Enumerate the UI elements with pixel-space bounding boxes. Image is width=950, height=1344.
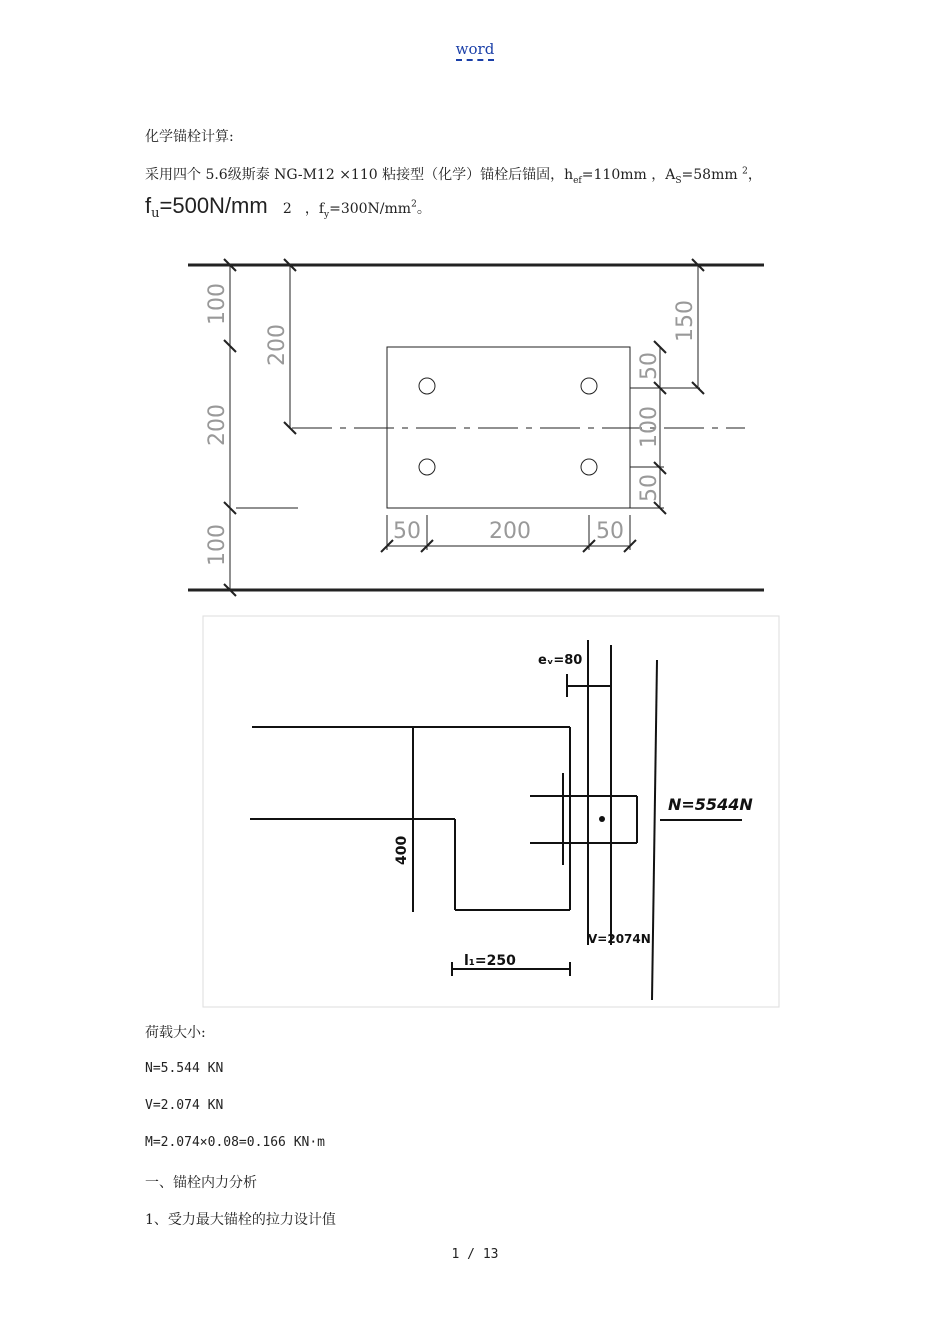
dim-left-100-top: 100 — [205, 283, 230, 325]
dim-right-150: 150 — [673, 300, 698, 342]
dim-left-200: 200 — [205, 404, 230, 446]
header-title[interactable]: word — [456, 40, 495, 61]
h-dim-label: 400 — [394, 835, 410, 865]
dim-right-50-bottom: 50 — [637, 474, 662, 502]
load-v: V=2.074 KN — [145, 1098, 224, 1113]
load-m: M=2.074×0.08=0.166 KN·m — [145, 1135, 326, 1150]
l-dim-label: l₁=250 — [464, 953, 516, 969]
n-force-label: N=5544N — [668, 795, 753, 814]
spec-line-1: 采用四个 5.6级斯泰 NG-M12 ×110 粘接型（化学）锚栓后锚固，$h_{ef}=110mm$ ，$A_S=58mm$ $^2$， — [145, 166, 762, 186]
page-number: 1 / 13 — [451, 1247, 499, 1262]
dim-bottom-50-right: 50 — [596, 519, 624, 544]
dim-right-50-top: 50 — [637, 352, 662, 380]
dim-bottom-50-left: 50 — [393, 519, 421, 544]
subsection-heading-1-1: 1、受力最大锚栓的拉力设计值 — [145, 1212, 336, 1228]
spec-line-2: $f_u=500N/mm$ 2 ，$f_y=300N/mm^2$。 — [145, 193, 431, 222]
dim-right-100: 100 — [637, 406, 662, 448]
load-n: N=5.544 KN — [145, 1061, 224, 1076]
section-title: 化学锚栓计算: — [145, 129, 234, 145]
dim-left-100-bottom: 100 — [205, 524, 230, 566]
anchor-section-drawing — [0, 600, 950, 1020]
ev-label: eᵥ=80 — [538, 653, 583, 668]
anchor-plan-drawing — [0, 0, 950, 610]
section-heading-1: 一、锚栓内力分析 — [145, 1175, 257, 1191]
loads-title: 荷载大小: — [145, 1025, 206, 1041]
dim-bottom-200: 200 — [489, 519, 531, 544]
dim-inner-200: 200 — [265, 324, 290, 366]
v-force-label: V=2074N — [588, 932, 651, 946]
